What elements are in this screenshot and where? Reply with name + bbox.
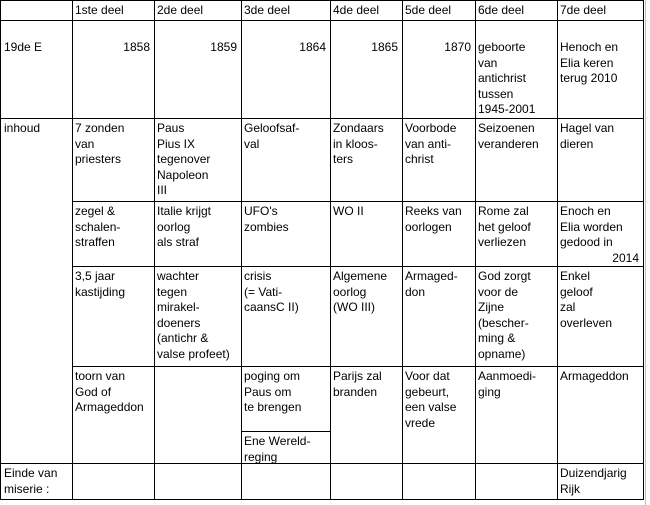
inhoud-1-deel-4: Zondaars in kloos- ters xyxy=(333,121,384,166)
inhoud-1-deel-7: Hagel van dieren xyxy=(560,121,615,151)
year-deel-7: Henoch en Elia keren terug 2010 xyxy=(560,40,619,85)
row-label-19de-e: 19de E xyxy=(4,40,43,54)
border-h-header xyxy=(0,20,644,21)
border-h-split-deel-3 xyxy=(241,431,330,432)
header-deel-6: 6de deel xyxy=(478,3,525,17)
year-deel-2: 1859 xyxy=(210,40,237,54)
inhoud-2-deel-3: UFO's zombies xyxy=(244,204,289,234)
year-deel-6: geboorte van antichrist tussen 1945-2001 xyxy=(478,40,536,116)
border-v-3 xyxy=(241,0,242,500)
inhoud-2-deel-5: Reeks van oorlogen xyxy=(405,204,462,234)
inhoud-4-deel-6: Aanmoedi- ging xyxy=(478,369,537,399)
inhoud-2-deel-1: zegel & schalen- straffen xyxy=(75,204,121,249)
inhoud-2-deel-7-year: 2014 xyxy=(612,251,639,265)
row-label-einde: Einde van miserie : xyxy=(4,466,58,496)
year-deel-4: 1865 xyxy=(371,40,398,54)
header-deel-1: 1ste deel xyxy=(75,3,124,17)
inhoud-1-deel-3: Geloofsaf- val xyxy=(244,121,300,151)
inhoud-1-deel-6: Seizoenen veranderen xyxy=(478,121,539,151)
border-v-4 xyxy=(330,0,331,500)
border-v-6 xyxy=(475,0,476,500)
inhoud-1-deel-2: Paus Pius IX tegenover Napoleon III xyxy=(157,121,211,197)
inhoud-3-deel-5: Armaged- don xyxy=(405,269,458,299)
border-h-bottom xyxy=(0,499,644,500)
border-h-inhoud-1 xyxy=(72,201,644,202)
header-deel-7: 7de deel xyxy=(560,3,607,17)
border-v-2 xyxy=(154,0,155,500)
header-deel-3: 3de deel xyxy=(244,3,291,17)
inhoud-3-deel-2: wachter tegen mirakel- doeners (antichr & valse profeet) xyxy=(157,269,230,361)
inhoud-3-deel-1: 3,5 jaar kastijding xyxy=(75,269,126,299)
border-v-5 xyxy=(402,0,403,500)
inhoud-4-deel-3-bottom: Ene Wereld- reging xyxy=(244,434,311,463)
border-h-inhoud-4 xyxy=(0,463,644,464)
header-deel-5: 5de deel xyxy=(405,3,452,17)
inhoud-4-deel-1: toorn van God of Armageddon xyxy=(75,369,144,414)
year-deel-5: 1870 xyxy=(444,40,471,54)
border-v-8 xyxy=(643,0,644,500)
border-h-year xyxy=(0,118,644,119)
inhoud-3-deel-7: Enkel geloof zal overleven xyxy=(560,269,613,330)
inhoud-3-deel-4: Algemene oorlog (WO III) xyxy=(333,269,388,314)
inhoud-3-deel-3: crisis (= Vati- caansC II) xyxy=(244,269,299,314)
header-deel-2: 2de deel xyxy=(157,3,204,17)
inhoud-4-deel-4: Parijs zal branden xyxy=(333,369,382,399)
row-label-inhoud: inhoud xyxy=(4,121,41,135)
inhoud-2-deel-6: Rome zal het geloof verliezen xyxy=(478,204,531,249)
inhoud-4-deel-7: Armageddon xyxy=(560,369,629,383)
inhoud-3-deel-6: God zorgt voor de Zijne (bescher- ming & opname) xyxy=(478,269,531,361)
inhoud-4-deel-3-top: poging om Paus om te brengen xyxy=(244,369,302,414)
inhoud-1-deel-1: 7 zonden van priesters xyxy=(75,121,125,166)
inhoud-2-deel-7-text: Enoch en Elia worden gedood in xyxy=(560,204,623,249)
border-h-inhoud-2 xyxy=(72,266,644,267)
einde-deel-7: Duizendjarig Rijk xyxy=(560,466,627,496)
inhoud-1-deel-5: Voorbode van anti- christ xyxy=(405,121,457,166)
header-corner xyxy=(1,1,72,20)
right-gridline xyxy=(645,0,646,505)
inhoud-2-deel-2: Italie krijgt oorlog als straf xyxy=(157,204,212,249)
border-v-0 xyxy=(0,0,1,500)
year-deel-3: 1864 xyxy=(299,40,326,54)
border-h-top xyxy=(0,0,644,1)
inhoud-2-deel-4: WO II xyxy=(333,204,364,218)
border-v-1 xyxy=(72,0,73,500)
border-h-inhoud-3 xyxy=(72,366,644,367)
inhoud-4-deel-2 xyxy=(154,367,241,463)
header-deel-4: 4de deel xyxy=(333,3,380,17)
inhoud-4-deel-5: Voor dat gebeurt, een valse vrede xyxy=(405,369,457,430)
year-deel-1: 1858 xyxy=(123,40,150,54)
border-v-7 xyxy=(557,0,558,500)
